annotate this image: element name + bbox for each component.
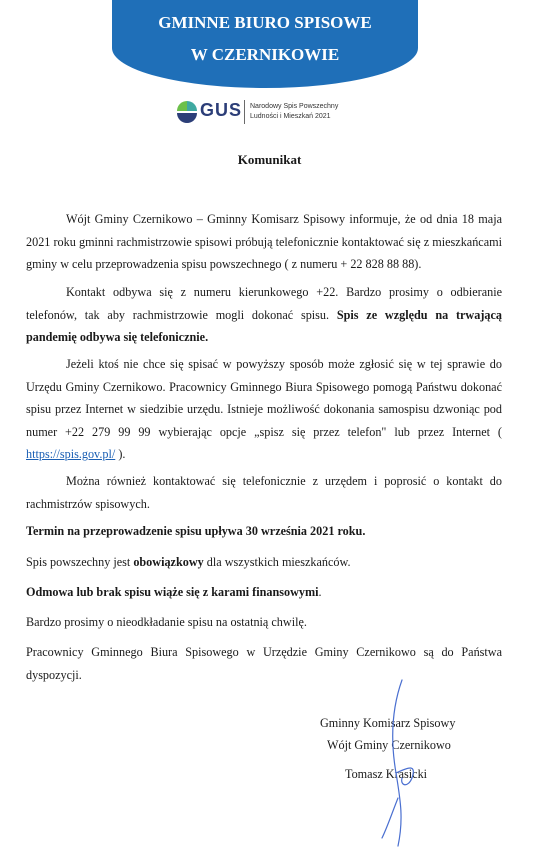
gus-logo-text: GUS (200, 100, 243, 120)
paragraph-2-text: Kontakt odbywa się z numeru kierunkowego +22. Bardzo prosimy o odbieranie telefonów, tak aby rachmistrzowie mogli dokonać spisu. (26, 285, 502, 322)
paragraph-2-bold: Spis ze względu na trwającą pandemię odbywa się telefonicznie. (26, 307, 502, 344)
logo-subtitle-line2: Ludności i Mieszkań 2021 (250, 113, 331, 120)
banner-title-line1: GMINNE BIURO SPISOWE (158, 13, 372, 32)
signature-line1: Gminny Komisarz Spisowy (320, 716, 456, 730)
paragraph-4: Można również kontaktować się telefonicznie z urzędem i poprosić o kontakt do rachmistrzów spisowych. (26, 474, 502, 511)
handwritten-signature (362, 678, 442, 848)
paragraph-3-text: Jeżeli ktoś nie chce się spisać w powyższy sposób może zgłosić się w tej sprawie do Urzędu Gminy Czernikowo. Pracownicy Gminnego Biura Spisowego pomogą Państwu dokonać spisu przez Internet w siedzibie urzędu. Istnieje możliwość dokonania samospisu dzwoniąc pod numer +22 279 99 99 wybierając opcje „spisz się przez telefon" lub przez Internet ( (26, 357, 502, 439)
logo-divider (244, 100, 245, 124)
banner-title-line2: W CZERNIKOWIE (190, 45, 340, 64)
paragraph-6-text: Spis powszechny jest (26, 555, 134, 569)
paragraph-7 (26, 581, 502, 604)
paragraph-2 (26, 281, 502, 349)
paragraph-3 (26, 353, 502, 466)
paragraph-8: Bardzo prosimy o nieodkładanie spisu na ostatnią chwilę. (26, 615, 307, 629)
logo-subtitle (250, 102, 338, 122)
document-title: Komunikat (237, 152, 302, 167)
paragraph-6 (26, 551, 502, 574)
paragraph-9: Pracownicy Gminnego Biura Spisowego w Urzędzie Gminy Czernikowo są do Państwa dyspozycji. (26, 645, 502, 682)
logo-subtitle-line1: Narodowy Spis Powszechny (250, 103, 339, 110)
signature-name: Tomasz Krasicki (345, 767, 428, 781)
paragraph-5-deadline: Termin na przeprowadzenie spisu upływa 30 września 2021 roku. (26, 524, 366, 538)
gus-logo (176, 98, 376, 128)
paragraph-1: Wójt Gminy Czernikowo – Gminny Komisarz Spisowy informuje, że od dnia 18 maja 2021 roku gminni rachmistrzowie spisowi próbują telefonicznie kontaktować się z mieszkańcami gminy w celu przeprowadzenia spisu powszechnego ( z numeru + 22 828 88 88). (26, 212, 502, 271)
paragraph-3-end: ). (115, 447, 126, 461)
paragraph-7-end: . (318, 585, 322, 599)
paragraph-6-end: dla wszystkich mieszkańców. (203, 555, 351, 569)
signature-line2: Wójt Gminy Czernikowo (327, 738, 451, 752)
paragraph-7-bold: Odmowa lub brak spisu wiąże się z karami finansowymi (26, 585, 319, 599)
spis-link[interactable]: https://spis.gov.pl/ (26, 447, 116, 461)
gus-logo-icon (176, 100, 198, 124)
paragraph-6-bold: obowiązkowy (133, 555, 204, 569)
header-banner (112, 0, 418, 88)
